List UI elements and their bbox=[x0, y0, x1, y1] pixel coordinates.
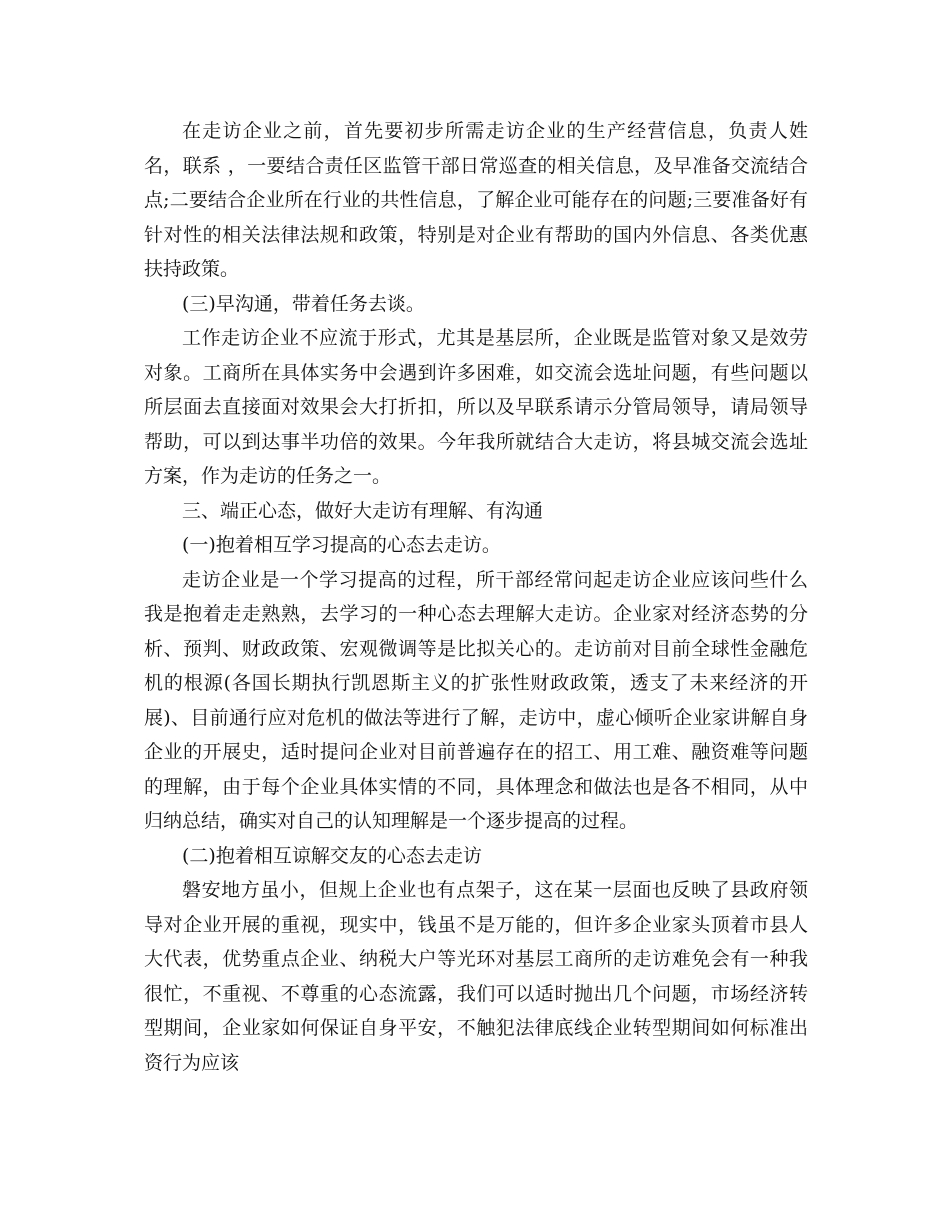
paragraph-panan-enterprises: 磐安地方虽小，但规上企业也有点架子，这在某一层面也反映了县政府领导对企业开展的重视，现实中，钱虽不是万能的，但许多企业家头顶着市县人大代表，优势重点企业、纳税大户等光环对基层工商所的走访难免会有一种我很忙，不重视、不尊重的心态流露，我们可以适时抛出几个问题，市场经济转型期间，企业家如何保证自身平安，不触犯法律底线企业转型期间如何标准出资行为应该 bbox=[144, 879, 808, 1074]
subheading-mutual-learning: (一)抱着相互学习提高的心态去走访。 bbox=[182, 534, 501, 556]
paragraph-preparation: 在走访企业之前，首先要初步所需走访企业的生产经营信息，负责人姓名，联系 ，一要结合责任区监管干部日常巡查的相关信息，及早准备交流结合点;二要结合企业所在行业的共性信息，了解企业可能存在的问题;三要准备好有针对性的相关法律法规和政策，特别是对企业有帮助的国内外信息、各类优惠扶持政策。 bbox=[144, 120, 808, 280]
subheading-early-communication: (三)早沟通，带着任务去谈。 bbox=[182, 292, 425, 315]
paragraph-learning-process: 走访企业是一个学习提高的过程，所干部经常问起走访企业应该问些什么我是抱着走走熟熟，去学习的一种心态去理解大走访。企业家对经济态势的分析、预判、财政政策、宏观微调等是比拟关心的。走访前对目前全球性金融危机的根源(各国长期执行凯恩斯主义的扩张性财政政策，透支了未来经济的开展)、目前通行应对危机的做法等进行了解，走访中，虚心倾听企业家讲解自身企业的开展史，适时提问企业对目前普遍存在的招工、用工难、融资难等问题的理解，由于每个企业具体实情的不同，具体理念和做法也是各不相同，从中归纳总结，确实对自己的认知理解是一个逐步提高的过程。 bbox=[144, 568, 808, 832]
section-heading-attitude: 三、端正心态，做好大走访有理解、有沟通 bbox=[182, 499, 544, 522]
document-body bbox=[144, 114, 808, 1080]
subheading-mutual-understanding: (二)抱着相互谅解交友的心态去走访 bbox=[182, 844, 482, 867]
paragraph-task-oriented-visit: 工作走访企业不应流于形式，尤其是基层所，企业既是监管对象又是效劳对象。工商所在具体实务中会遇到许多困难，如交流会选址问题，有些问题以所层面去直接面对效果会大打折扣，所以及早联系请示分管局领导，请局领导帮助，可以到达事半功倍的效果。今年我所就结合大走访，将县城交流会选址方案，作为走访的任务之一。 bbox=[144, 327, 808, 487]
